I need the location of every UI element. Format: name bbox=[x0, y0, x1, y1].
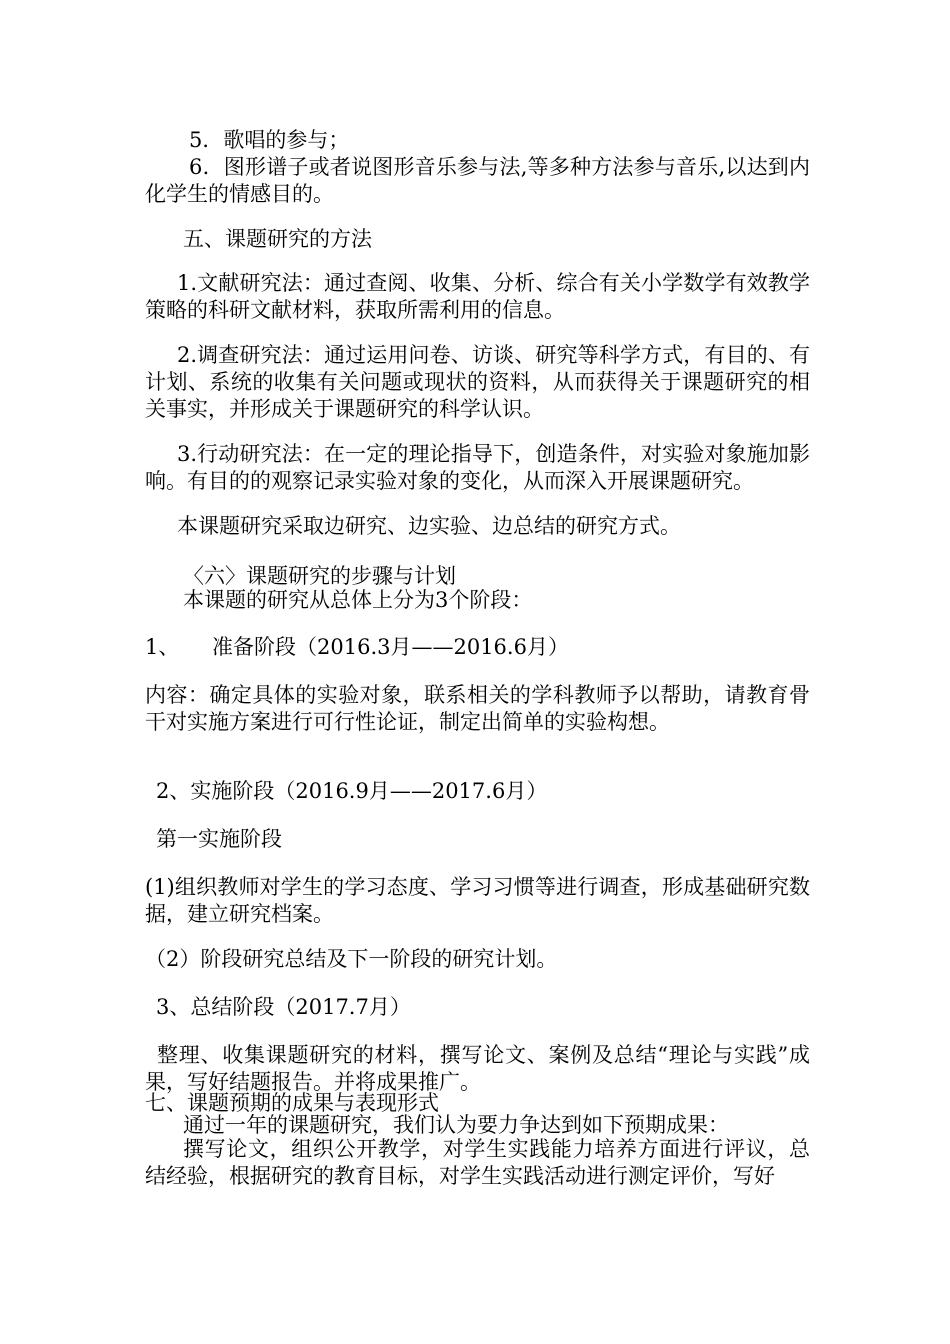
phases-intro: 本课题的研究从总体上分为3个阶段： bbox=[183, 588, 533, 612]
phase1-content: 内容：确定具体的实验对象，联系相关的学科教师予以帮助，请教育骨干对实施方案进行可行性论证，制定出简单的实验构想。 bbox=[145, 683, 810, 734]
section-title-outcomes: 七、课题预期的成果与表现形式 bbox=[145, 1091, 439, 1115]
phase3-content: 整理、收集课题研究的材料，撰写论文、案例及总结“理论与实践”成果，写好结题报告。并将成果推广。 bbox=[145, 1043, 810, 1094]
phase2-item-1: (1)组织教师对学生的学习态度、学习习惯等进行调查，形成基础研究数据，建立研究档案。 bbox=[145, 875, 810, 926]
list-item-graphic-score: 6．图形谱子或者说图形音乐参与法,等多种方法参与音乐,以达到内化学生的情感目的。 bbox=[145, 155, 810, 206]
method-survey: 2.调查研究法：通过运用问卷、访谈、研究等科学方式，有目的、有计划、系统的收集有关问题或现状的资料，从而获得关于课题研究的相关事实，并形成关于课题研究的科学认识。 bbox=[145, 343, 810, 421]
phase1-title: 准备阶段（2016.3月——2016.6月） bbox=[212, 635, 569, 659]
outcomes-results: 撰写论文，组织公开教学，对学生实践能力培养方面进行评议，总结经验，根据研究的教育目标，对学生实践活动进行测定评价，写好 bbox=[145, 1137, 810, 1188]
phase2-item-2: （2）阶段研究总结及下一阶段的研究计划。 bbox=[145, 947, 558, 971]
phase1-number: 1、 bbox=[145, 635, 180, 659]
phase1-heading bbox=[145, 634, 810, 661]
method-literature: 1.文献研究法：通过查阅、收集、分析、综合有关小学数学有效教学策略的科研文献材料，获取所需利用的信息。 bbox=[145, 271, 810, 322]
list-item-singing: 5．歌唱的参与； bbox=[189, 128, 350, 152]
research-mode-paragraph: 本课题研究采取边研究、边实验、边总结的研究方式。 bbox=[177, 514, 681, 538]
section-title-methods: 五、课题研究的方法 bbox=[183, 227, 372, 251]
phase2-heading: 2、实施阶段（2016.9月——2017.6月） bbox=[156, 779, 548, 803]
section-title-steps: 〈六〉课题研究的步骤与计划 bbox=[183, 564, 456, 588]
phase2-subtitle: 第一实施阶段 bbox=[156, 827, 282, 851]
method-action-research: 3.行动研究法：在一定的理论指导下，创造条件，对实验对象施加影响。有目的的观察记录实验对象的变化，从而深入开展课题研究。 bbox=[145, 442, 810, 493]
outcomes-intro: 通过一年的课题研究，我们认为要力争达到如下预期成果： bbox=[183, 1113, 729, 1137]
phase3-heading: 3、总结阶段（2017.7月） bbox=[156, 995, 411, 1019]
